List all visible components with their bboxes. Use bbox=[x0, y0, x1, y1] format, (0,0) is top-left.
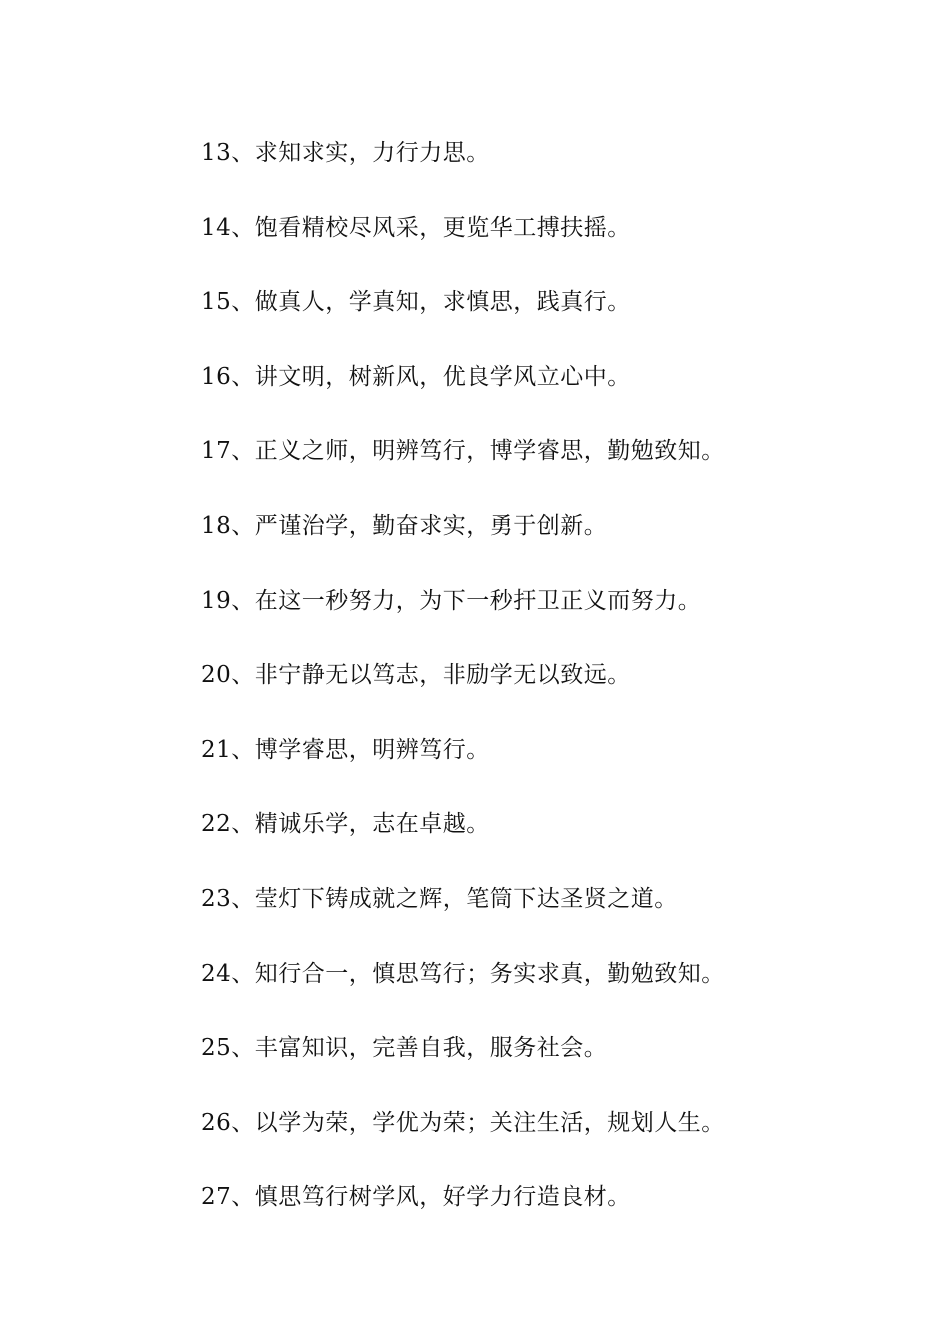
list-item: 15、做真人，学真知，求慎思，践真行。 bbox=[201, 289, 631, 316]
slogan-list bbox=[201, 134, 901, 1253]
list-item: 17、正义之师，明辨笃行，博学睿思，勤勉致知。 bbox=[201, 438, 725, 465]
list-item: 25、丰富知识，完善自我，服务社会。 bbox=[201, 1035, 608, 1062]
list-item: 22、精诚乐学，志在卓越。 bbox=[201, 811, 490, 838]
list-item: 24、知行合一，慎思笃行；务实求真，勤勉致知。 bbox=[201, 960, 725, 987]
list-item: 13、求知求实，力行力思。 bbox=[201, 140, 490, 166]
list-item: 18、严谨治学，勤奋求实，勇于创新。 bbox=[201, 512, 608, 539]
list-item: 16、讲文明，树新风，优良学风立心中。 bbox=[201, 363, 631, 390]
list-item: 14、饱看精校尽风采，更览华工搏扶摇。 bbox=[201, 214, 631, 241]
list-item: 23、莹灯下铸成就之辉，笔筒下达圣贤之道。 bbox=[201, 885, 678, 912]
list-item: 20、非宁静无以笃志，非励学无以致远。 bbox=[201, 662, 631, 689]
list-item: 21、博学睿思，明辨笃行。 bbox=[201, 736, 490, 763]
list-item: 26、以学为荣，学优为荣；关注生活，规划人生。 bbox=[201, 1109, 725, 1136]
list-item: 27、慎思笃行树学风，好学力行造良材。 bbox=[201, 1184, 631, 1211]
list-item: 19、在这一秒努力，为下一秒扞卫正义而努力。 bbox=[201, 587, 702, 614]
